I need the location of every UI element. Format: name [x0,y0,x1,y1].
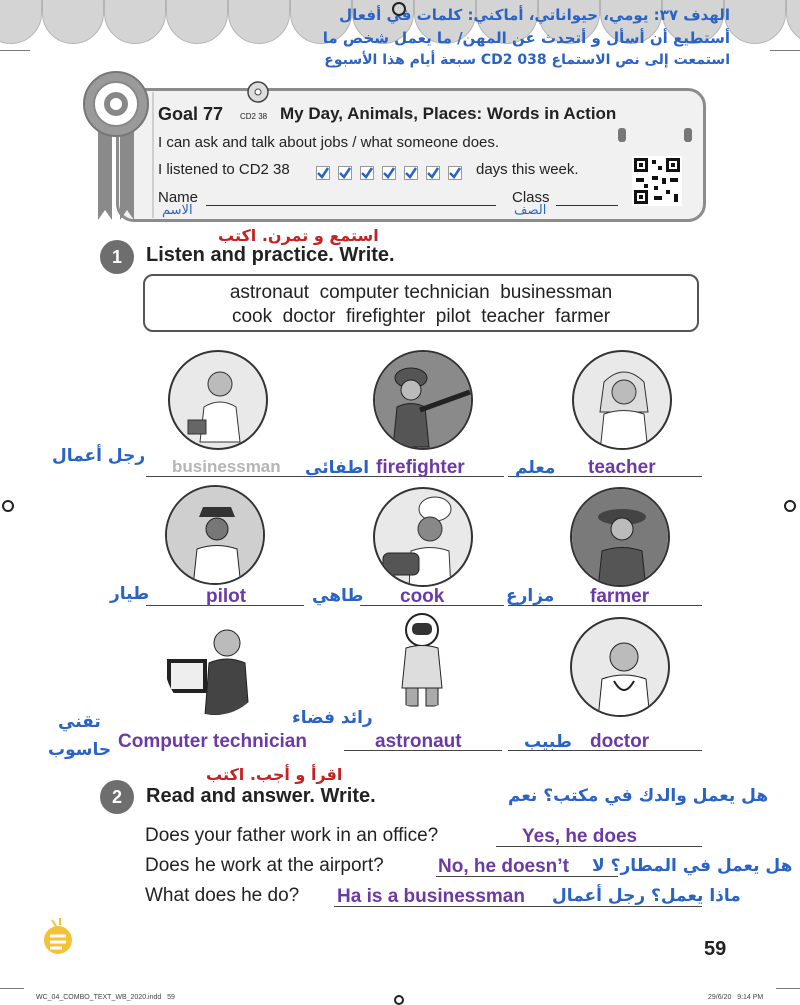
goal-listened-suffix: days this week. [476,161,579,178]
section2-title: Read and answer. Write. [146,785,376,807]
crop-mark [0,50,30,51]
computer-technician-icon [165,615,265,715]
word-bank-line1: astronaut computer technician businessman [229,282,613,303]
check-icon[interactable] [316,166,330,180]
check-icon[interactable] [382,166,396,180]
class-label-ar: الصف [514,203,547,218]
headphones-icon [616,124,696,146]
award-ribbon-icon [82,70,150,220]
name-label: Name [158,189,199,206]
q1-ar: هل يعمل والدك في مكتب؟ نعم [508,786,769,806]
pilot-icon [165,485,265,585]
ar-firefighter: اطفائي [305,458,370,478]
section1-title: Listen and practice. Write. [146,244,395,266]
section1-number: 1 [100,240,134,274]
doctor-icon [570,617,670,717]
cd-icon [246,80,270,104]
ar-businessman: رجل أعمال [52,446,146,466]
page-number: 59 [704,938,727,960]
registration-mark-icon [394,995,404,1005]
section2-number: 2 [100,780,134,814]
cd-label: CD2 38 [240,112,268,121]
ar-goal-header: الهدف ٣٧: يومي، حيواناتي، أماكني: كلمات في أفعال [339,6,730,24]
crop-mark [776,988,800,989]
goal-title: My Day, Animals, Places: Words in Action [280,104,617,123]
registration-mark-icon [392,2,406,16]
class-field[interactable] [556,205,618,206]
question-1: Does your father work in an office? [145,825,439,846]
answer-doctor[interactable]: doctor [590,731,650,752]
section2-ar-instruction: اقرأ و أجب. اكتب [206,765,343,784]
crop-mark [770,50,800,51]
ar-doctor: طبيب [524,732,572,752]
answer-teacher[interactable]: teacher [588,457,656,478]
ar-teacher: معلم [515,458,556,478]
answer-astronaut[interactable]: astronaut [375,731,462,752]
ar-listened-header: استمعت إلى نص الاستماع CD2 038 سبعة أيام هذا الأسبوع [324,52,730,68]
answer-computer-technician[interactable]: Computer technician [118,731,307,752]
word-bank-line2: cook doctor firefighter pilot teacher farmer [231,306,611,327]
teacher-icon [572,350,672,450]
cook-icon [373,487,473,587]
registration-mark-icon [2,500,14,512]
tick-row [316,162,470,181]
qr-code-icon[interactable] [632,156,682,206]
farmer-icon [570,487,670,587]
file-label: WC_04_COMBO_TEXT_WB_2020.indd 59 [36,994,175,1001]
goal-number: Goal 77 [158,104,224,124]
question-3: What does he do? [145,885,300,906]
ar-computer-technician-1: تقني [58,712,101,732]
word-bank [143,274,699,332]
goal-listened-prefix: I listened to CD2 38 [158,161,290,178]
goal-can-statement: I can ask and talk about jobs / what someone does. [158,134,500,151]
section1-ar-instruction: استمع و تمرن. اكتب [218,226,379,245]
q3-ar: ماذا يعمل؟ رجل أعمال [552,886,741,906]
name-label-ar: الاسم [162,203,193,218]
answer-cook[interactable]: cook [400,586,445,607]
answer-1[interactable]: Yes, he does [522,826,638,847]
answer-farmer[interactable]: farmer [590,586,650,607]
businessman-icon [168,350,268,450]
answer-pilot[interactable]: pilot [206,586,247,607]
answer-firefighter[interactable]: firefighter [376,457,465,478]
crop-mark [0,988,24,989]
check-icon[interactable] [338,166,352,180]
question-2: Does he work at the airport? [145,855,384,876]
q2-ar: هل يعمل في المطار؟ لا [592,856,793,876]
date-label: 29/6/20 9:14 PM [708,994,764,1001]
answer-2[interactable]: No, he doesn’t [438,856,569,877]
ar-cook: طاهي [312,586,364,606]
ar-astronaut: رائد فضاء [292,708,373,728]
answer-businessman: businessman [172,457,281,476]
firefighter-icon [373,350,473,450]
astronaut-icon [372,608,472,708]
answer-3[interactable]: Ha is a businessman [337,886,525,907]
ar-computer-technician-2: حاسوب [48,740,112,760]
name-field[interactable] [206,205,496,206]
check-icon[interactable] [448,166,462,180]
ar-farmer: مزارع [506,586,555,606]
check-icon[interactable] [426,166,440,180]
ar-pilot: طيار [110,584,150,604]
class-label: Class [512,189,550,206]
check-icon[interactable] [404,166,418,180]
publisher-logo-icon [40,916,76,956]
registration-mark-icon [784,500,796,512]
ar-can-header: أستطيع أن أسأل و أتحدث عن المهن/ ما يعمل شخص ما [322,29,730,47]
check-icon[interactable] [360,166,374,180]
